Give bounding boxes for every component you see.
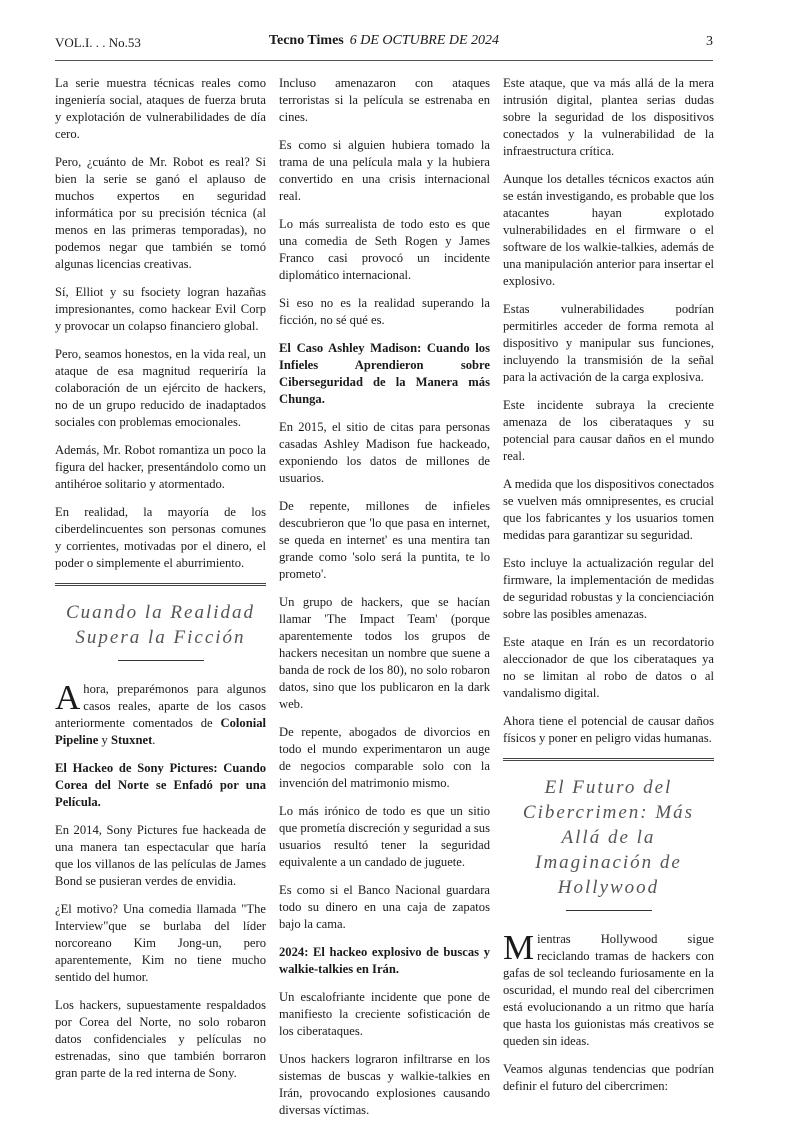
subheading: 2024: El hackeo explosivo de buscas y walkie-talkies en Irán.: [279, 945, 490, 976]
paragraph: La serie muestra técnicas reales como ingeniería social, ataques de fuerza bruta y explotación de vulnerabilidades de día cero.: [55, 76, 266, 141]
paragraph: Esto incluye la actualización regular del firmware, la implementación de medidas de seguridad robustas y la concienciación sobre las posibles amenazas.: [503, 556, 714, 621]
paragraph: A medida que los dispositivos conectados se vuelven más omnipresentes, es crucial que los fabricantes y los usuarios tomen medidas para garantizar su seguridad.: [503, 477, 714, 542]
paragraph: Este incidente subraya la creciente amenaza de los ciberataques y su potencial para causar daños en el mundo real.: [503, 398, 714, 463]
paragraph: ¿El motivo? Una comedia llamada "The Interview"que se burlaba del líder norcoreano Kim Jong-un, pero aparentemente, Kim no tiene mucho sentido del humor.: [55, 902, 266, 984]
subheading: El Caso Ashley Madison: Cuando los Infieles Aprendieron sobre Ciberseguridad de la Manera más Chunga.: [279, 341, 490, 406]
header-divider: [55, 60, 713, 61]
paragraph: Sí, Elliot y su fsociety logran hazañas impresionantes, como hackear Evil Corp y provocar un colapso financiero global.: [55, 285, 266, 333]
paragraph: Es como si el Banco Nacional guardara todo su dinero en una caja de zapatos bajo la cama.: [279, 883, 490, 931]
paragraph: Además, Mr. Robot romantiza un poco la figura del hacker, presentándolo como un antihéroe solitario y atormentado.: [55, 443, 266, 491]
section-title: Cuando la Realidad Supera la Ficción: [65, 602, 256, 648]
lead-bold-term: Colonial Pipeline: [55, 716, 266, 747]
page-header: [55, 33, 713, 53]
paragraph: En realidad, la mayoría de los ciberdelincuentes son personas comunes y corrientes, motivadas por el dinero, el poder o simplemente el aburrimiento.: [55, 505, 266, 570]
column-3: [503, 75, 714, 1106]
drop-cap: A: [55, 678, 81, 717]
section-title-underline: [118, 660, 204, 661]
issue-date: 6 DE OCTUBRE DE 2024: [349, 33, 500, 48]
paragraph: En 2014, Sony Pictures fue hackeada de una manera tan espectacular que haría que los villanos de las películas de James Bond se pusieran verdes de envidia.: [55, 823, 266, 888]
section-title-underline: [566, 910, 652, 911]
paragraph: De repente, abogados de divorcios en todo el mundo experimentaron un auge de negocios comparable solo con la invención del matrimonio mismo.: [279, 725, 490, 790]
paragraph: De repente, millones de infieles descubrieron que 'lo que pasa en internet, se queda en internet' es una mentira tan grande como 'solo será la puntita, te lo prometo'.: [279, 499, 490, 581]
subheading: El Hackeo de Sony Pictures: Cuando Corea del Norte se Enfadó por una Película.: [55, 761, 266, 809]
lead-text: ientras Hollywood sigue reciclando tramas de hackers con gafas de sol tecleando furiosamente en la oscuridad, el mundo real del cibercrimen está evolucionando a un ritmo que haría que hasta los guionistas más creativos se queden sin ideas.: [503, 932, 714, 1048]
lead-text: .: [152, 733, 156, 747]
lead-text: y: [98, 733, 111, 747]
paragraph: Unos hackers lograron infiltrarse en los sistemas de buscas y walkie-talkies en Irán, provocando explosiones causando diversas víctimas.: [279, 1052, 490, 1117]
paragraph: Ahora tiene el potencial de causar daños físicos y poner en peligro vidas humanas.: [503, 714, 714, 745]
lead-paragraph: [55, 678, 266, 749]
drop-cap: M: [503, 928, 535, 967]
paragraph: Estas vulnerabilidades podrían permitirles acceder de forma remota al dispositivo y manipular sus funciones, incluyendo la transmisión de la señal para la activación de la carga explosiva.: [503, 302, 714, 384]
paragraph: Es como si alguien hubiera tomado la trama de una película mala y la hubiera convertido en una crisis internacional real.: [279, 138, 490, 203]
paragraph: Pero, seamos honestos, en la vida real, un ataque de esa magnitud requeriría la colaboración de un ejército de hackers, no de un grupo reducido de inadaptados sociales con problemas emocionales.: [55, 347, 266, 429]
column-1: [55, 75, 266, 1093]
paragraph: Incluso amenazaron con ataques terroristas si la película se estrenaba en cines.: [279, 76, 490, 124]
paragraph: Si eso no es la realidad superando la ficción, no sé qué es.: [279, 296, 490, 327]
lead-bold-term: Stuxnet: [110, 733, 153, 747]
paragraph: Veamos algunas tendencias que podrían definir el futuro del cibercrimen:: [503, 1062, 714, 1093]
paragraph: Este ataque en Irán es un recordatorio aleccionador de que los ciberataques ya no se limitan al robo de datos o al vandalismo digital.: [503, 635, 714, 700]
paragraph: Los hackers, supuestamente respaldados por Corea del Norte, no solo robaron datos confidenciales y películas no estrenadas, sino que también borraron gran parte de la red interna de Sony.: [55, 998, 266, 1080]
masthead: [55, 33, 713, 49]
paragraph: En 2015, el sitio de citas para personas casadas Ashley Madison fue hackeado, exponiendo los datos de millones de usuarios.: [279, 420, 490, 485]
paragraph: Pero, ¿cuánto de Mr. Robot es real? Si bien la serie se ganó el aplauso de muchos expertos en seguridad informática por su precisión técnica (al menos en las primeras temporadas), no podemos negar que también se tomó algunas licencias creativas.: [55, 155, 266, 271]
paragraph: Un grupo de hackers, que se hacían llamar 'The Impact Team' (porque aparentemente todos los grupos de hackers necesitan un nombre que suene a banda de rock de los 80), no solo robaron datos, sino que los publicaron en la dark web.: [279, 595, 490, 711]
lead-text: hora, preparémonos para algunos casos reales, aparte de los casos anteriormente comentados de: [55, 682, 266, 730]
volume-number: VOL.I. . . No.53: [55, 35, 141, 50]
publication-name: Tecno Times: [268, 33, 344, 48]
paragraph: Lo más irónico de todo es que un sitio que prometía discreción y seguridad a sus usuarios resultó tener la seguridad equivalente a un candado de juguete.: [279, 804, 490, 869]
section-divider: [55, 583, 266, 586]
page-number: 3: [706, 34, 713, 49]
paragraph: Aunque los detalles técnicos exactos aún se están investigando, es probable que los atacantes hayan explotado vulnerabilidades en el firmware o el software de los walkie-talkies, además de una manipulación anterior para insertar el explosivo.: [503, 172, 714, 288]
column-2: [279, 75, 490, 1130]
section-title: El Futuro del Cibercrimen: Más Allá de la Imaginación de Hollywood: [522, 777, 695, 898]
paragraph: Lo más surrealista de todo esto es que una comedia de Seth Rogen y James Franco casi provocó un incidente diplomático internacional.: [279, 217, 490, 282]
lead-paragraph: [503, 928, 714, 1050]
paragraph: Un escalofriante incidente que pone de manifiesto la creciente sofisticación de los ciberataques.: [279, 990, 490, 1038]
paragraph: Este ataque, que va más allá de la mera intrusión digital, plantea serias dudas sobre la seguridad de los dispositivos conectados y la vulnerabilidad de la infraestructura crítica.: [503, 76, 714, 158]
section-divider: [503, 758, 714, 761]
